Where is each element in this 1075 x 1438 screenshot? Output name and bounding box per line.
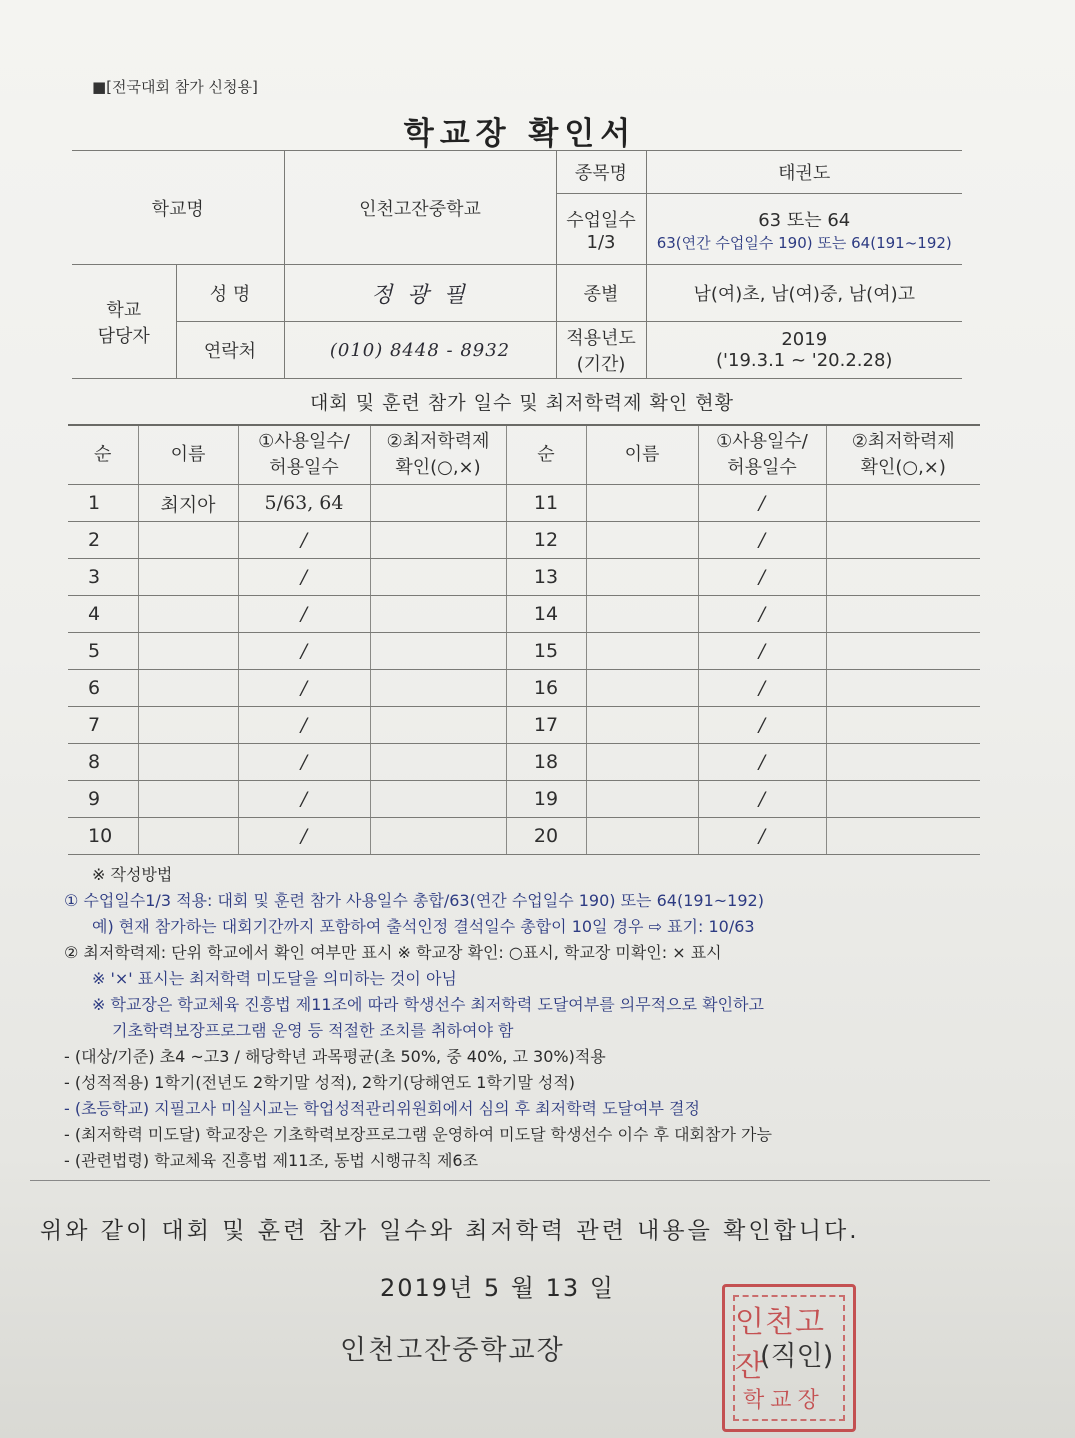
instruction-line: ※ 학교장은 학교체육 진흥법 제11조에 따라 학생선수 최저학력 도달여부를 의무적으로 확인하고 xyxy=(92,995,764,1014)
instruction-line: ① 수업일수1/3 적용: 대회 및 훈련 참가 사용일수 총합/63(연간 수업일수 190) 또는 64(191~192) xyxy=(64,891,764,910)
document-title: 학교장 확인서 xyxy=(403,116,637,152)
row-no: 20 xyxy=(506,818,586,855)
event-label: 종목명 xyxy=(556,151,646,194)
confirmation-statement: 위와 같이 대회 및 훈련 참가 일수와 최저학력 관련 내용을 확인합니다. xyxy=(40,1218,860,1244)
row-check xyxy=(370,818,506,855)
table-row xyxy=(68,485,980,522)
row-no: 19 xyxy=(506,781,586,818)
row-name xyxy=(586,781,698,818)
instruction-line: - (관련법령) 학교체육 진흥법 제11조, 동법 시행규칙 제6조 xyxy=(64,1151,479,1170)
row-name xyxy=(586,707,698,744)
row-name xyxy=(586,559,698,596)
row-no: 13 xyxy=(506,559,586,596)
header-days-right-2: 허용일수 xyxy=(727,457,797,478)
row-check xyxy=(826,559,980,596)
row-no: 15 xyxy=(506,633,586,670)
class-days-note: 63(연간 수업일수 190) 또는 64(191~192) xyxy=(656,233,952,252)
class-days-value-cell xyxy=(646,194,962,265)
row-days: / xyxy=(238,633,370,670)
row-no: 6 xyxy=(68,670,138,707)
table-header-row xyxy=(68,425,980,485)
row-check xyxy=(370,781,506,818)
row-name xyxy=(138,596,238,633)
row-check xyxy=(826,744,980,781)
staff-name-label: 성 명 xyxy=(176,265,284,322)
instruction-line: 예) 현재 참가하는 대회기간까지 포함하여 출석인정 결석일수 총합이 10일 경우 ⇨ 표기: 10/63 xyxy=(92,917,755,936)
row-check xyxy=(370,670,506,707)
table-row xyxy=(68,559,980,596)
table-row xyxy=(68,522,980,559)
issue-date: 2019년 5 월 13 일 xyxy=(380,1274,615,1302)
staff-label-cell xyxy=(72,265,176,379)
row-name xyxy=(138,522,238,559)
row-no: 3 xyxy=(68,559,138,596)
staff-label-1: 학교 xyxy=(106,299,142,321)
row-no: 8 xyxy=(68,744,138,781)
class-days-fraction: 1/3 xyxy=(586,231,616,253)
header-days xyxy=(238,425,370,485)
row-no: 1 xyxy=(68,485,138,522)
row-check xyxy=(826,485,980,522)
row-days: / xyxy=(698,559,826,596)
staff-label-2: 담당자 xyxy=(97,325,150,347)
row-days: / xyxy=(698,781,826,818)
row-no: 12 xyxy=(506,522,586,559)
table-row xyxy=(68,633,980,670)
category-value: 남(여)초, 남(여)중, 남(여)고 xyxy=(646,265,962,322)
row-name xyxy=(138,707,238,744)
school-name-value: 인천고잔중학교 xyxy=(284,151,556,265)
row-days: / xyxy=(698,744,826,781)
row-check xyxy=(370,485,506,522)
form-type-tag: ■[전국대회 참가 신청용] xyxy=(92,78,258,96)
year-label: 적용년도 xyxy=(566,328,636,349)
row-no: 16 xyxy=(506,670,586,707)
row-no: 2 xyxy=(68,522,138,559)
row-check xyxy=(370,522,506,559)
row-check xyxy=(370,633,506,670)
class-days-label-text: 수업일수 xyxy=(566,209,636,231)
header-days-2: 허용일수 xyxy=(269,457,339,478)
row-name xyxy=(138,670,238,707)
school-name-label: 학교명 xyxy=(72,151,284,265)
row-days: / xyxy=(698,596,826,633)
row-check xyxy=(826,522,980,559)
year-label-sub: (기간) xyxy=(576,354,626,375)
row-name xyxy=(586,670,698,707)
row-name: 최지아 xyxy=(138,485,238,522)
header-no-right: 순 xyxy=(506,425,586,485)
row-days: / xyxy=(698,633,826,670)
row-days: / xyxy=(238,744,370,781)
principal-title: 인천고잔중학교장 xyxy=(340,1335,565,1366)
header-min-2: 확인(○,×) xyxy=(395,457,481,478)
row-check xyxy=(370,559,506,596)
instruction-line: - (초등학교) 지필고사 미실시교는 학업성적관리위원회에서 심의 후 최저학력 도달여부 결정 xyxy=(64,1099,700,1118)
instructions-title: ※ 작성방법 xyxy=(92,865,173,884)
year-value-cell xyxy=(646,322,962,379)
row-days: 5/63, 64 xyxy=(238,485,370,522)
row-days: / xyxy=(698,670,826,707)
table-row xyxy=(68,670,980,707)
header-min-right xyxy=(826,425,980,485)
header-min xyxy=(370,425,506,485)
event-value: 태권도 xyxy=(646,151,962,194)
seal-glyph: 인천고잔 xyxy=(735,1305,825,1384)
row-check xyxy=(370,744,506,781)
row-no: 17 xyxy=(506,707,586,744)
class-days-value: 63 또는 64 xyxy=(758,209,851,231)
row-days: / xyxy=(698,707,826,744)
seal-glyph-2: 학교장 xyxy=(743,1388,825,1413)
row-no: 7 xyxy=(68,707,138,744)
row-days: / xyxy=(238,596,370,633)
staff-contact-label: 연락처 xyxy=(176,322,284,379)
header-min-right-2: 확인(○,×) xyxy=(860,457,946,478)
participation-table xyxy=(68,424,980,855)
row-no: 18 xyxy=(506,744,586,781)
row-name xyxy=(138,559,238,596)
row-check xyxy=(826,596,980,633)
table-row xyxy=(68,596,980,633)
instructions xyxy=(64,862,1004,1174)
year-value: 2019 xyxy=(781,329,828,350)
instruction-line: ② 최저학력제: 단위 학교에서 확인 여부만 표시 ※ 학교장 확인: ○표시, 학교장 미확인: × 표시 xyxy=(64,943,722,962)
row-check xyxy=(826,781,980,818)
instruction-line: ※ '×' 표시는 최저학력 미도달을 의미하는 것이 아님 xyxy=(92,969,457,988)
info-table xyxy=(72,150,962,379)
header-no: 순 xyxy=(68,425,138,485)
row-name xyxy=(586,633,698,670)
class-days-label xyxy=(556,194,646,265)
row-days: / xyxy=(238,670,370,707)
row-days: / xyxy=(238,781,370,818)
row-name xyxy=(138,633,238,670)
row-check xyxy=(370,707,506,744)
row-no: 10 xyxy=(68,818,138,855)
header-min-right-1: ②최저학력제 xyxy=(851,431,955,452)
row-name xyxy=(586,596,698,633)
row-days: / xyxy=(238,559,370,596)
instruction-line: - (최저학력 미도달) 학교장은 기초학력보장프로그램 운영하여 미도달 학생선수 이수 후 대회참가 가능 xyxy=(64,1125,772,1144)
year-period: ('19.3.1 ~ '20.2.28) xyxy=(716,350,893,371)
instruction-line: - (대상/기준) 초4 ~고3 / 해당학년 과목평균(초 50%, 중 40%, 고 30%)적용 xyxy=(64,1047,606,1066)
header-days-1: ①사용일수/ xyxy=(258,431,350,452)
row-days: / xyxy=(698,522,826,559)
header-name-right: 이름 xyxy=(586,425,698,485)
row-no: 11 xyxy=(506,485,586,522)
row-name xyxy=(586,522,698,559)
row-check xyxy=(826,818,980,855)
divider xyxy=(30,1180,990,1181)
table-row xyxy=(68,818,980,855)
instruction-line: 기초학력보장프로그램 운영 등 적절한 조치를 취하여야 함 xyxy=(112,1021,514,1040)
row-name xyxy=(586,744,698,781)
instruction-line: - (성적적용) 1학기(전년도 2학기말 성적), 2학기(당해연도 1학기말 성적) xyxy=(64,1073,576,1092)
row-check xyxy=(826,670,980,707)
staff-contact-value: (010) 8448 - 8932 xyxy=(284,322,556,379)
row-check xyxy=(826,633,980,670)
header-name: 이름 xyxy=(138,425,238,485)
row-no: 4 xyxy=(68,596,138,633)
table-row xyxy=(68,707,980,744)
staff-name-value: 정 광 필 xyxy=(284,265,556,322)
row-days: / xyxy=(698,485,826,522)
row-name xyxy=(138,744,238,781)
year-label-cell xyxy=(556,322,646,379)
status-title: 대회 및 훈련 참가 일수 및 최저학력제 확인 현황 xyxy=(309,392,735,414)
row-name xyxy=(586,485,698,522)
row-no: 14 xyxy=(506,596,586,633)
row-days: / xyxy=(238,818,370,855)
header-days-right-1: ①사용일수/ xyxy=(716,431,808,452)
table-row xyxy=(68,781,980,818)
row-check xyxy=(370,596,506,633)
table-row xyxy=(68,744,980,781)
row-days: / xyxy=(698,818,826,855)
seal-label: (직인) xyxy=(760,1341,834,1372)
row-name xyxy=(138,781,238,818)
header-min-1: ②최저학력제 xyxy=(386,431,490,452)
row-days: / xyxy=(238,522,370,559)
row-name xyxy=(586,818,698,855)
row-name xyxy=(138,818,238,855)
row-no: 9 xyxy=(68,781,138,818)
row-check xyxy=(826,707,980,744)
row-days: / xyxy=(238,707,370,744)
header-days-right xyxy=(698,425,826,485)
row-no: 5 xyxy=(68,633,138,670)
category-label: 종별 xyxy=(556,265,646,322)
